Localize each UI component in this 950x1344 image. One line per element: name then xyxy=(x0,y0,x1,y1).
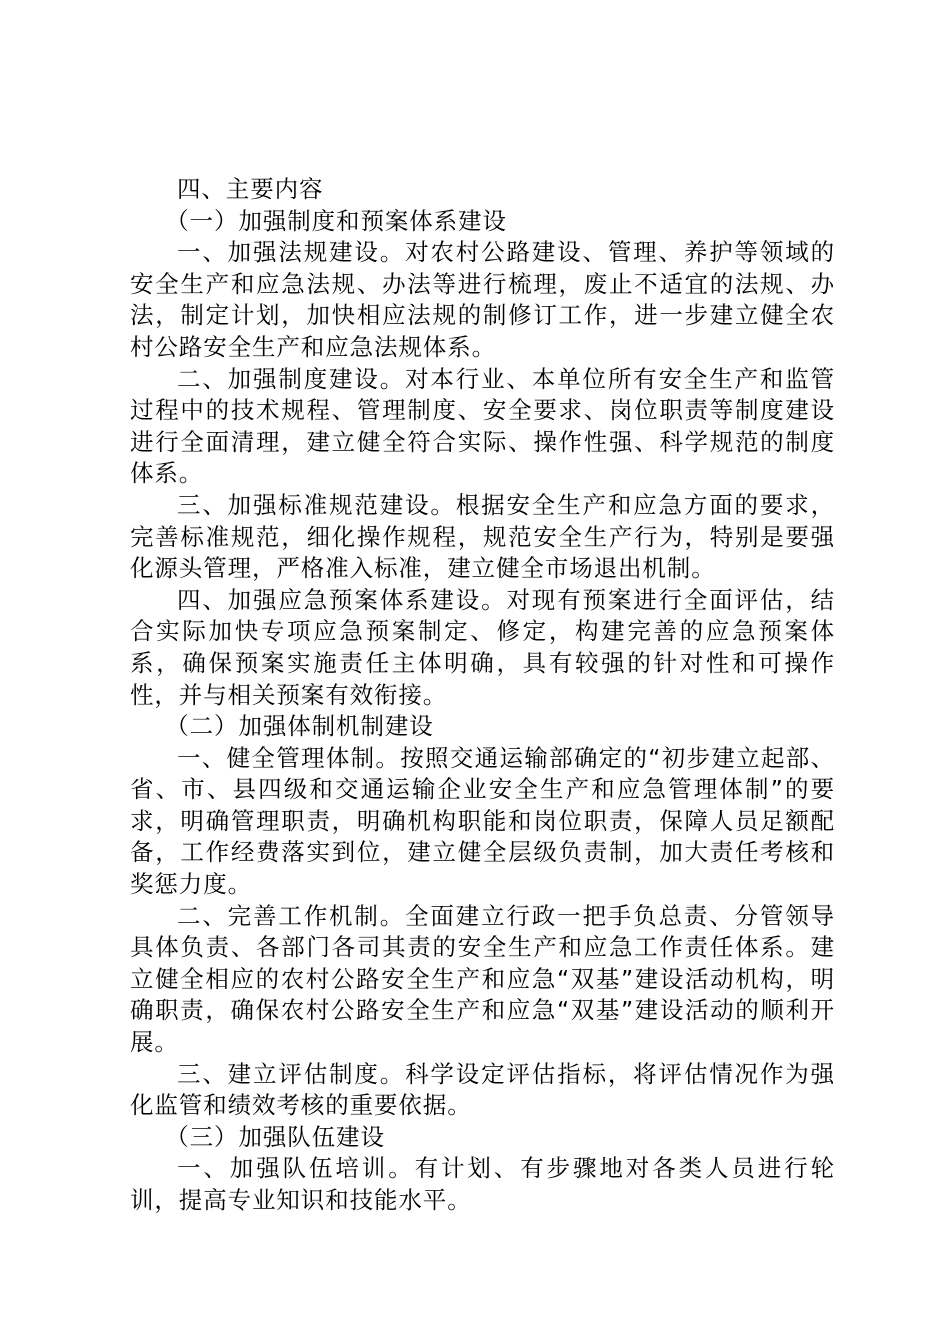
paragraph: 二、完善工作机制。全面建立行政一把手负总责、分管领导具体负责、各部门各司其责的安全生产和应急工作责任体系。建立健全相应的农村公路安全生产和应急“双基”建设活动机构，明确职责，确保农村公路安全生产和应急“双基”建设活动的顺利开展。 xyxy=(130,901,835,1057)
document-body xyxy=(130,174,835,1217)
paragraph: 二、加强制度建设。对本行业、本单位所有安全生产和监管过程中的技术规程、管理制度、安全要求、岗位职责等制度建设进行全面清理，建立健全符合实际、操作性强、科学规范的制度体系。 xyxy=(130,364,835,488)
paragraph: 四、加强应急预案体系建设。对现有预案进行全面评估，结合实际加快专项应急预案制定、修定，构建完善的应急预案体系，确保预案实施责任主体明确，具有较强的针对性和可操作性，并与相关预案有效衔接。 xyxy=(130,585,835,709)
subsection-heading-2: （二）加强体制机制建设 xyxy=(165,712,434,741)
paragraph: 一、健全管理体制。按照交通运输部确定的“初步建立起部、省、市、县四级和交通运输企业安全生产和应急管理体制”的要求，明确管理职责，明确机构职能和岗位职责，保障人员足额配备，工作经费落实到位，建立健全层级负责制，加大责任考核和奖惩力度。 xyxy=(130,743,835,899)
subsection-heading-1: （一）加强制度和预案体系建设 xyxy=(165,206,507,235)
section-title: 四、主要内容 xyxy=(177,175,324,203)
paragraph: 一、加强队伍培训。有计划、有步骤地对各类人员进行轮训，提高专业知识和技能水平。 xyxy=(130,1154,835,1214)
paragraph: 三、建立评估制度。科学设定评估指标，将评估情况作为强化监管和绩效考核的重要依据。 xyxy=(130,1059,835,1120)
subsection-heading-3: （三）加强队伍建设 xyxy=(165,1122,385,1151)
paragraph: 三、加强标准规范建设。根据安全生产和应急方面的要求，完善标准规范，细化操作规程，规范安全生产行为，特别是要强化源头管理，严格准入标准，建立健全市场退出机制。 xyxy=(130,490,835,583)
paragraph: 一、加强法规建设。对农村公路建设、管理、养护等领域的安全生产和应急法规、办法等进行梳理，废止不适宜的法规、办法，制定计划，加快相应法规的制修订工作，进一步建立健全农村公路安全生产和应急法规体系。 xyxy=(130,238,835,361)
